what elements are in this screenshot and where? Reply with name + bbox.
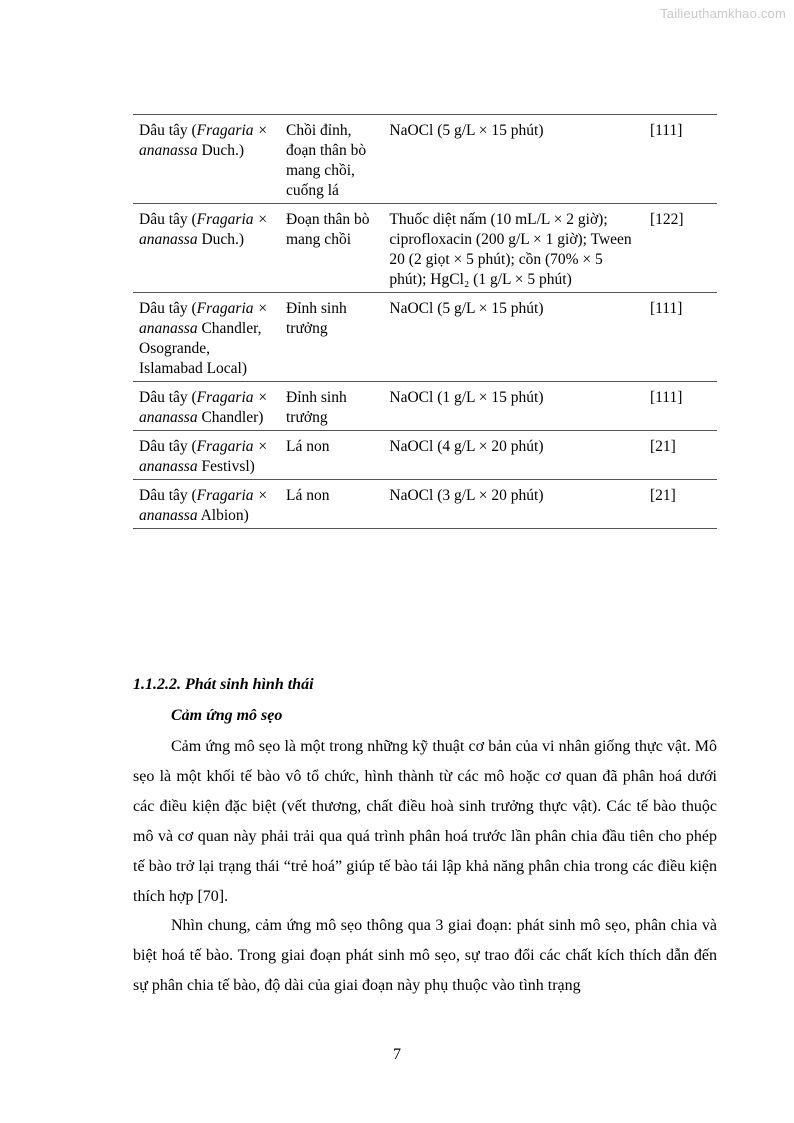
species-cultivar: Duch.) xyxy=(201,142,245,159)
species-cell xyxy=(133,431,280,480)
treatment-cell: NaOCl (5 g/L × 15 phút) xyxy=(383,293,644,382)
treatment-cell: Thuốc diệt nấm (10 mL/L × 2 giờ); ciprofloxacin (200 g/L × 1 giờ); Tween 20 (2 giọt × 5 phút); cồn (70% × 5 phút); HgCl₂ (1 g/L × 5 phút) xyxy=(383,204,644,293)
table-row xyxy=(133,480,717,529)
species-cell xyxy=(133,382,280,431)
table-row xyxy=(133,382,717,431)
species-cell xyxy=(133,204,280,293)
species-cultivar: Chandler) xyxy=(201,409,264,426)
watermark: Tailieuthamkhao.com xyxy=(660,6,786,21)
reference-cell: [111] xyxy=(644,293,717,382)
paragraph: Nhìn chung, cảm ứng mô sẹo thông qua 3 giai đoạn: phát sinh mô sẹo, phân chia và biệt hoá tế bào. Trong giai đoạn phát sinh mô sẹo, sự trao đổi các chất kích thích dẫn đến sự phân chia tế bào, độ dài của giai đoạn này phụ thuộc vào tình trạng xyxy=(133,917,717,994)
reference-cell: [122] xyxy=(644,204,717,293)
explant-cell: Lá non xyxy=(280,431,383,480)
table-row xyxy=(133,293,717,382)
species-cell xyxy=(133,480,280,529)
treatment-cell: NaOCl (3 g/L × 20 phút) xyxy=(383,480,644,529)
species-name: Dâu tây ( xyxy=(139,300,197,317)
species-name: Dâu tây ( xyxy=(139,438,197,455)
species-cell xyxy=(133,115,280,204)
treatment-cell: NaOCl (1 g/L × 15 phút) xyxy=(383,382,644,431)
species-latin: Fragaria × ananassa xyxy=(139,438,268,475)
section-heading: 1.1.2.2. Phát sinh hình thái xyxy=(133,676,314,693)
reference-cell: [21] xyxy=(644,480,717,529)
species-cell xyxy=(133,293,280,382)
subheading: Cảm ứng mô sẹo xyxy=(171,707,283,724)
species-name: Dâu tây ( xyxy=(139,389,197,406)
treatment-cell: NaOCl (5 g/L × 15 phút) xyxy=(383,115,644,204)
species-name: Dâu tây ( xyxy=(139,122,197,139)
species-latin: Fragaria × ananassa xyxy=(139,300,268,337)
page-number: 7 xyxy=(393,1046,401,1063)
species-name: Dâu tây ( xyxy=(139,487,197,504)
explant-cell: Chồi đỉnh, đoạn thân bò mang chồi, cuống lá xyxy=(280,115,383,204)
explant-cell: Đoạn thân bò mang chồi xyxy=(280,204,383,293)
species-name: Dâu tây ( xyxy=(139,211,197,228)
table-row xyxy=(133,204,717,293)
sterilization-table xyxy=(133,114,717,529)
table-row xyxy=(133,431,717,480)
species-cultivar: Albion) xyxy=(200,507,249,524)
treatment-cell: NaOCl (4 g/L × 20 phút) xyxy=(383,431,644,480)
species-cultivar: Chandler, Osogrande, Islamabad Local) xyxy=(139,320,262,377)
species-cultivar: Duch.) xyxy=(201,231,245,248)
species-latin: Fragaria × ananassa xyxy=(139,389,268,426)
explant-cell: Đỉnh sinh trưởng xyxy=(280,382,383,431)
explant-cell: Đỉnh sinh trưởng xyxy=(280,293,383,382)
explant-cell: Lá non xyxy=(280,480,383,529)
table-row xyxy=(133,115,717,204)
paragraph: Cảm ứng mô sẹo là một trong những kỹ thuật cơ bản của vi nhân giống thực vật. Mô sẹo là một khối tế bào vô tổ chức, hình thành từ các mô hoặc cơ quan đã phân hoá dưới các điều kiện đặc biệt (vết thương, chất điều hoà sinh trưởng thực vật). Các tế bào thuộc mô và cơ quan này phải trải qua quá trình phân hoá trước lần phân chia đầu tiên cho phép tế bào trở lại trạng thái “trẻ hoá” giúp tế bào tái lập khả năng phân chia trong các điều kiện thích hợp [70]. xyxy=(133,738,717,905)
species-latin: Fragaria × ananassa xyxy=(139,211,268,248)
species-latin: Fragaria × ananassa xyxy=(139,122,268,159)
species-latin: Fragaria × ananassa xyxy=(139,487,268,524)
species-cultivar: Festivsl) xyxy=(201,458,255,475)
reference-cell: [111] xyxy=(644,115,717,204)
reference-cell: [111] xyxy=(644,382,717,431)
reference-cell: [21] xyxy=(644,431,717,480)
